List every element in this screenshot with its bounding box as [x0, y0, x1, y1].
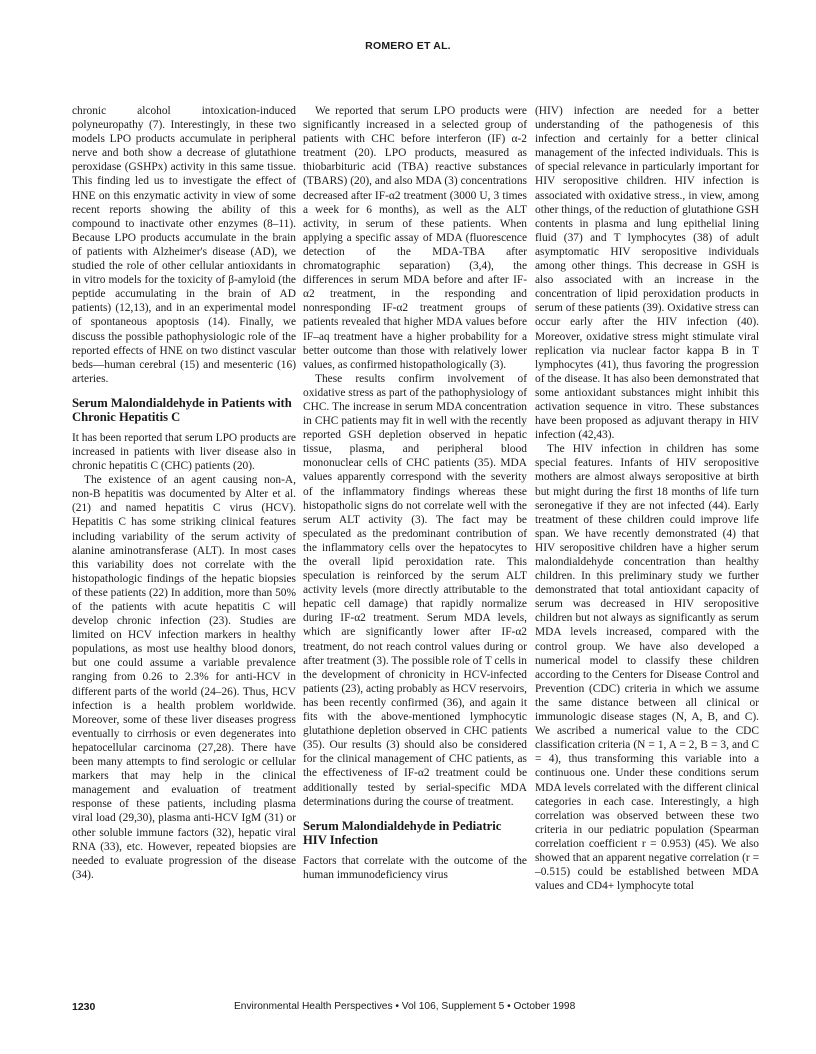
- section-heading: Serum Malondialdehyde in Pediatric HIV Infection: [303, 818, 502, 848]
- paragraph: (HIV) infection are needed for a better understanding of the pathogenesis of this infection and certainly for a better clinical management of the infected individuals. This is of special relevance in particularly important for HIV seropositive children. HIV infection is associated with oxidative stress., in view, among other things, of the reduction of glutathione GSH contents in plasma and lung epithelial lining fluid (37) and T lymphocytes (38) of adult asymptomatic HIV seropositive individuals among other things. This decrease in GSH is also associated with an increase in the concentration of lipid peroxidation products in serum of these patients (39). Oxidative stress can occur early after the HIV infection (40). Moreover, oxidative stress might stimulate viral replication via nuclear factor kappa B in T lymphocytes (41), thus favoring the progression of the disease. It has also been demonstrated that some antioxidant substances might inhibit this activation sequence in vitro. These substances have been proposed as adjuvant therapy in HIV infection (42,43).: [535, 105, 759, 442]
- paragraph: chronic alcohol intoxication-induced polyneuropathy (7). Interestingly, in these two models LPO products accumulate in peripheral nerve and both show a decrease of glutathione peroxidase (GSHPx) activity in this same tissue. This finding led us to investigate the effect of HNE on this enzymatic activity in view of some recent reports showing the ability of this compound to inactivate other enzymes (8–11). Because LPO products accumulate in the brain of patients with Alzheimer's disease (AD), we studied the role of other cellular antioxidants in in vitro models for the toxicity of β-amyloid (the peptide accumulating in the brain of AD patients) (12,13), and in an experimental model of spontaneous apoptosis (14). Finally, we discuss the possible pathophysiologic role of the reported effects of HNE on two distinct vascular beds—human cerebral (15) and mesenteric (16) arteries.: [72, 105, 296, 385]
- paragraph: The HIV infection in children has some special features. Infants of HIV seropositive mothers are almost always seropositive at birth but might during the first 18 months of life turn seronegative if they are not infected (44). Early treatment of these children could improve life span. We have recently demonstrated (4) that HIV seropositive children have a higher serum malondialdehyde concentration than healthy children. In this preliminary study we further demonstrated that total antioxidant capacity of serum was decreased in HIV seropositive children but not always as significantly as serum MDA levels increased, compared with the control group. We have also developed a numerical model to classify these children according to the Centers for Disease Control and Prevention (CDC) criteria in which we assume the same distance between all clinical or immunologic disease stages (N, A, B, and C). We ascribed a numerical value to the CDC classification criteria (N = 1, A = 2, B = 3, and C = 4), thus transforming this variable into a continuous one. Under these conditions serum MDA levels correlated with the different clinical categories in each case. Interestingly, a high correlation was observed between these two criteria in our pediatric population (Spearman correlation coefficient r = 0.953) (45). We also showed that an apparent negative correlation (r = –0.515) could be established between MDA values and CD4+ lymphocyte total: [535, 443, 759, 893]
- journal-citation: Environmental Health Perspectives • Vol 106, Supplement 5 • October 1998: [234, 1001, 576, 1012]
- paragraph: Factors that correlate with the outcome of the human immunodeficiency virus: [303, 854, 527, 881]
- paragraph: We reported that serum LPO products were significantly increased in a selected group of patients with CHC before interferon (IF) α-2 treatment (20). LPO products, measured as thiobarbituric acid (TBA) reactive substances (TBARS) (20), and also MDA (3) concentrations decreased after IF-α2 treatment (3000 U, 3 times a week for 6 months), as well as the ALT activity, in serum of these patients. When applying a specific assay of MDA (fluorescence detection of the MDA-TBA after chromatographic separation) (3,4), the differences in serum MDA before and after IF-α2 treatment, in the responding and nonresponding IF-α2 treatment groups of patients revealed that higher MDA values before IF–aq treatment have a higher probability for a better outcome than those with relatively lower values, as confirmed histopathologically (3).: [303, 105, 527, 371]
- page-number: 1230: [72, 1001, 96, 1013]
- paragraph: It has been reported that serum LPO products are increased in patients with liver disease also in chronic hepatitis C (CHC) patients (20).: [72, 431, 296, 473]
- section-heading: Serum Malondialdehyde in Patients with Chronic Hepatitis C: [72, 395, 292, 425]
- column-3: [535, 104, 759, 893]
- column-1: [72, 104, 296, 882]
- column-2: [303, 104, 527, 882]
- running-head: ROMERO ET AL.: [365, 40, 451, 52]
- paragraph: The existence of an agent causing non-A, non-B hepatitis was documented by Alter et al. (21) and named hepatitis C virus (HCV). Hepatitis C has some striking clinical features including variability of the serum activity of alanine aminotransferase (ALT). In most cases this variability does not correlate with the histopathologic findings of the hepatic biopsies of these patients (22) In addition, more than 50% of the patients with acute hepatitis C will develop chronic infection (23). Studies are limited on HCV infection markers in healthy populations, as most use healthy blood donors, but one could assume a variable prevalence ranging from 0.26 to 2.3% for anti-HCV in different parts of the world (24–26). Thus, HCV infection is a health problem worldwide. Moreover, some of these liver diseases progress eventually to cirrhosis or even degenerates into hepatocellular carcinoma (27,28). There have been many attempts to find serologic or cellular markers that may help in the clinical management and evaluation of treatment response of these patients, including plasma viral load (29,30), plasma anti-HCV IgM (31) or other soluble immune factors (32), hepatic viral RNA (33), etc. However, repeated biopsies are needed to evaluate progression of the disease (34).: [72, 474, 296, 881]
- paragraph: These results confirm involvement of oxidative stress as part of the pathophysiology of CHC. The increase in serum MDA concentration in CHC patients may fit in well with the recently reported GSH depletion observed in hepatic tissue, plasma, and peripheral blood mononuclear cells of CHC patients (35). MDA values apparently correspond with the severity of the inflammatory findings whereas these histopatholic signs do not correlate well with the serum ALT activity (3). The fact may be speculated as the predominant contribution of the inflammatory cells over the hepatocytes to the overall lipid peroxidation rate. This speculation is reinforced by the serum ALT activity levels (more directly attributable to the hepatic cell damage) that rapidly normalize during IF-α2 treatment. Serum MDA levels, which are significantly lower after IF-α2 treatment, do not reach control values during or after treatment (3). The possible role of T cells in the development of chronicity in HCV-infected patients (23), acting probably as HCV reservoirs, has been recently confirmed (36), and again it fits with the above-mentioned lymphocytic glutathione depletion observed in CHC patients (35). Our results (3) should also be considered for the clinical management of CHC patients, as the effectiveness of IF-α2 treatment could be additionally tested by serial-specific MDA determinations during the course of treatment.: [303, 372, 527, 808]
